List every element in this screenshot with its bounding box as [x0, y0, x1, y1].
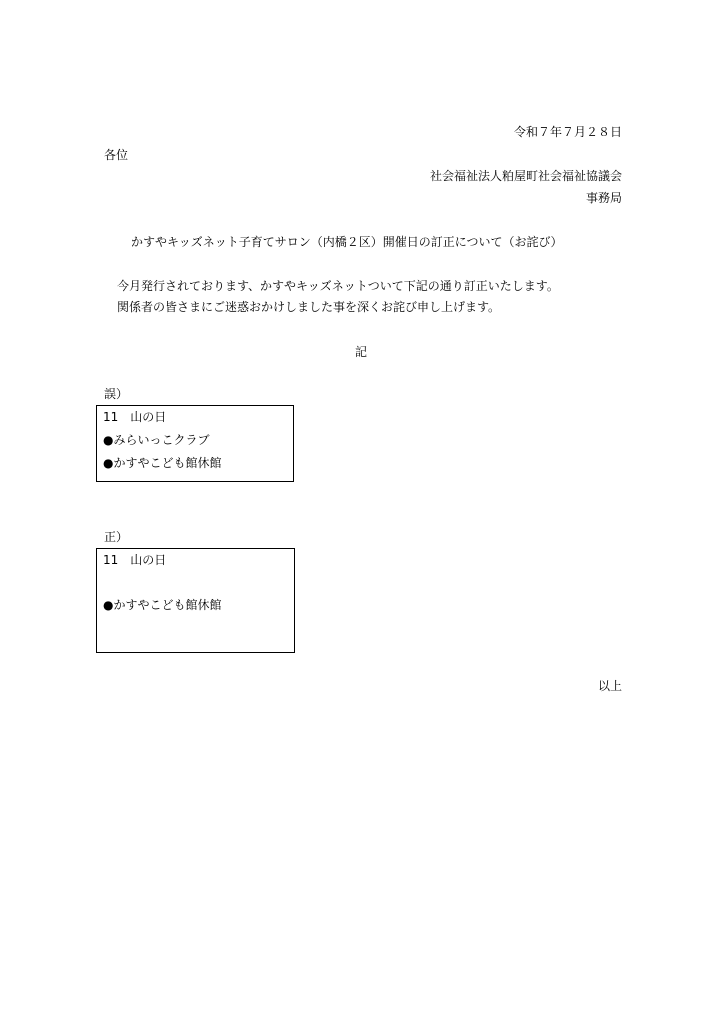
sender-organization: 社会福祉法人粕屋町社会福祉協議会 — [429, 169, 622, 183]
wrong-line-2: ●みらいっこクラブ — [103, 433, 210, 447]
document-title: かすやキッズネット子育てサロン（内橋２区）開催日の訂正について（お詫び） — [131, 235, 563, 249]
document-date: 令和７年７月２８日 — [513, 125, 622, 139]
wrong-box — [96, 405, 294, 482]
correct-label: 正） — [104, 530, 129, 544]
body-line-1: 今月発行されております、かすやキッズネットついて下記の通り訂正いたします。 — [117, 279, 559, 293]
correct-box — [96, 548, 295, 653]
correct-line-2: ●かすやこども館休館 — [103, 598, 222, 612]
closing: 以上 — [597, 679, 622, 693]
correct-line-1: 11 山の日 — [103, 553, 167, 567]
sender-department: 事務局 — [585, 191, 622, 205]
body-line-2: 関係者の皆さまにご迷惑おかけしました事を深くお詫び申し上げます。 — [117, 300, 501, 314]
wrong-line-3: ●かすやこども館休館 — [103, 456, 222, 470]
recipient: 各位 — [104, 148, 129, 162]
notice-heading: 記 — [355, 345, 368, 359]
wrong-label: 誤） — [104, 387, 129, 401]
wrong-line-1: 11 山の日 — [103, 410, 167, 424]
